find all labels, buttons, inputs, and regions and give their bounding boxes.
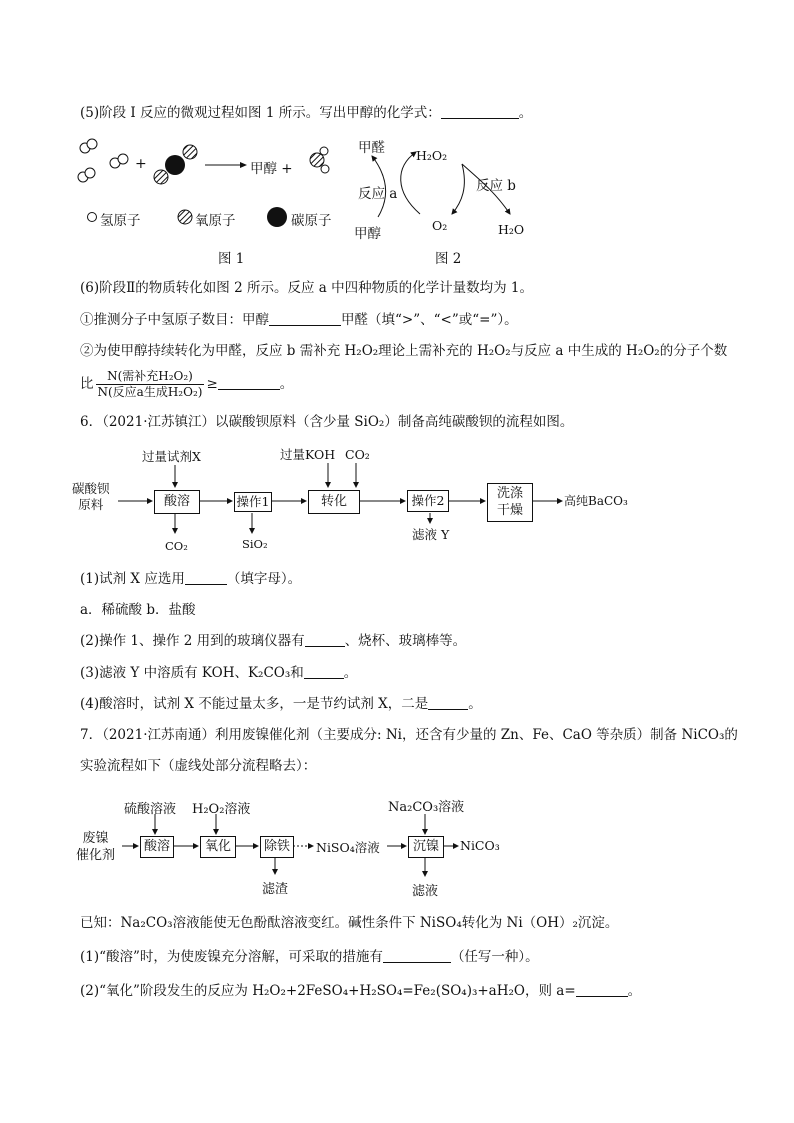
q5-text: (5)阶段 I 反应的微观过程如图 1 所示。写出甲醇的化学式： 。 [80,105,533,121]
p7-q2: (2)“氧化”阶段发生的反应为 H₂O₂+2FeSO₄+H₂SO₄=Fe₂(SO₄)₃+aH₂O，则 a= 。 [80,983,642,999]
flowchart-6: 过量试剂X 过量KOH CO₂ 碳酸钡 原料 酸溶 操作1 转化 操作2 洗涤 干燥 高纯BaCO₃ CO₂ SiO₂ 滤液 Y [70,445,650,560]
flow-box-remove-iron: 除铁 [260,836,294,858]
problem-7-title-2: 实验流程如下（虚线处部分流程略去）： [80,758,317,774]
q6-intro: (6)阶段Ⅱ的物质转化如图 2 所示。反应 a 中四种物质的化学计量数均为 1。 [80,280,533,296]
answer-blank[interactable] [185,570,227,585]
p7-known: 已知：Na₂CO₃溶液能使无色酚酞溶液变红。碱性条件下 NiSO₄转化为 Ni（OH）₂沉淀。 [80,915,619,931]
p6-q1: (1)试剂 X 应选用 （填字母）。 [80,571,302,587]
flow-box-operation-1: 操作1 [234,492,272,512]
answer-blank[interactable] [269,311,341,326]
answer-blank[interactable] [305,632,345,647]
ratio-fraction: $\frac{\text{N(需补充H₂O₂)}}{\text{N(反应a生成H₂O₂)}}$ [97,369,203,399]
q6-part2-line2: 比 $\frac{\text{N(需补充H₂O₂)}}{\text{N(反应a生成H₂O₂)}}$ ≥ 。 [80,369,294,399]
h-atom [320,147,328,155]
figure-2: 甲醛 H₂O₂ 反应 a 反应 b 甲醇 O₂ H₂O 图 2 [350,132,540,267]
flow-box-acid-dissolve: 酸溶 [154,490,200,514]
flow-box-wash-dry: 洗涤 干燥 [487,483,533,522]
flow-box-convert: 转化 [308,490,360,514]
answer-blank[interactable] [383,948,451,963]
p6-options: a．稀硫酸 b．盐酸 [80,602,196,618]
p6-q4: (4)酸溶时，试剂 X 不能过量太多，一是节约试剂 X，二是 。 [80,696,482,712]
h-atom [321,165,329,173]
flowchart-7: 硫酸溶液 H₂O₂溶液 Na₂CO₃溶液 废镍 催化剂 酸溶 氧化 除铁 NiSO₄溶液 沉镍 NiCO₃ 滤渣 滤液 [70,790,530,900]
c-atom [165,155,185,175]
o-atom [183,145,197,159]
figure-1: + 甲醇 + 氢原子 氧原子 碳原子 图 1 [70,138,360,266]
q6-part1: ①推测分子中氢原子数目：甲醇 甲醛（填“>”、“<”或“=”）。 [80,312,518,328]
answer-blank[interactable] [441,104,519,119]
p7-q1: (1)“酸溶”时，为使废镍充分溶解，可采取的措施有 （任写一种）。 [80,949,539,965]
o-atom [154,170,168,184]
answer-blank[interactable] [304,664,344,679]
flow-box-operation-2: 操作2 [407,490,449,512]
h2-molecule [78,139,128,182]
flow-box-oxidize: 氧化 [200,836,236,858]
answer-blank[interactable] [576,982,628,997]
flow-box-precipitate-nickel: 沉镍 [408,836,444,858]
answer-blank[interactable] [218,375,280,390]
o-atom [310,153,324,167]
q6-part2-line1: ②为使甲醇持续转化为甲醛，反应 b 需补充 H₂O₂理论上需补充的 H₂O₂与反应 a 中生成的 H₂O₂的分子个数 [80,343,728,359]
answer-blank[interactable] [428,695,468,710]
p6-q2: (2)操作 1、操作 2 用到的玻璃仪器有 、烧杯、玻璃棒等。 [80,633,467,649]
p6-q3: (3)滤液 Y 中溶质有 KOH、K₂CO₃和 。 [80,665,358,681]
problem-7-title-1: 7．（2021·江苏南通）利用废镍催化剂（主要成分: Ni，还含有少量的 Zn、Fe、CaO 等杂质）制备 NiCO₃的 [80,727,738,743]
figure-1-molecules [70,138,360,266]
flow-box-acid-dissolve: 酸溶 [140,836,174,858]
problem-6-title: 6．（2021·江苏镇江）以碳酸钡原料（含少量 SiO₂）制备高纯碳酸钡的流程如图。 [80,414,574,430]
